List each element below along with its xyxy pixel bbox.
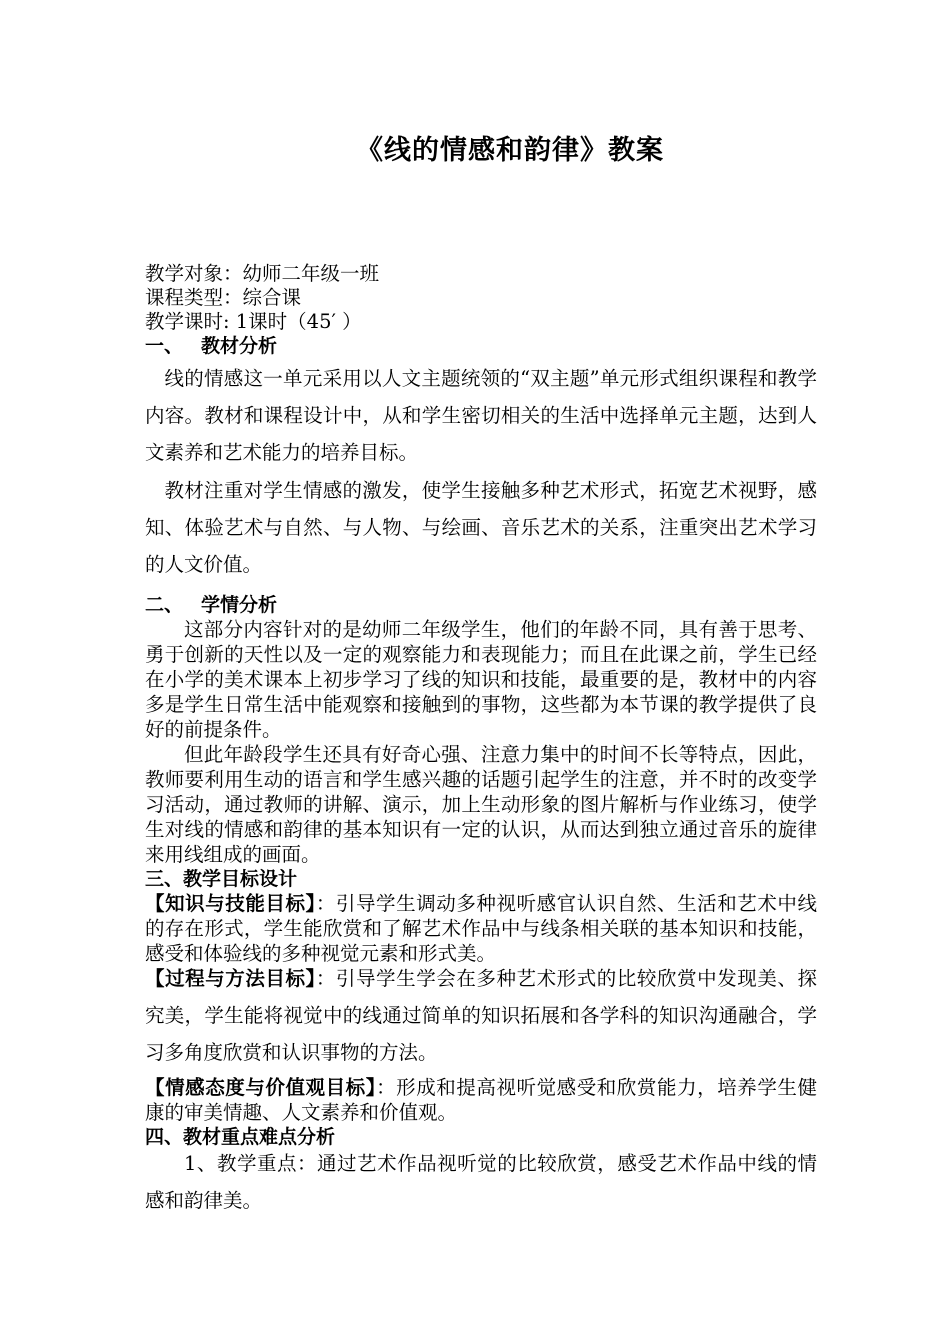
goal-process-text: ：引导学生学会在多种艺术形式的比较欣赏中发现美、探究美，学生能将视觉中的线通过简单的知识拓展和各学科的知识沟通融合，学习多角度欣赏和认识事物的方法。	[145, 967, 817, 1064]
section-heading-4: 四、教材重点难点分析	[145, 1126, 336, 1148]
meta-course-type: 课程类型：综合课	[145, 286, 302, 309]
paragraph-students-2: 但此年龄段学生还具有好奇心强、注意力集中的时间不长等特点，因此，教师要利用生动的语言和学生感兴趣的话题引起学生的注意，并不时的改变学习活动，通过教师的讲解、演示，加上生动形象的图片解析与作业练习，使学生对线的情感和韵律的基本知识有一定的认识，从而达到独立通过音乐的旋律来用线组成的画面。	[145, 743, 817, 866]
meta-hours: 教学课时: 1课时（45′ ）	[145, 310, 362, 333]
goal-process	[145, 960, 817, 1071]
section-title-1: 教材分析	[201, 335, 278, 357]
goal-knowledge-label: 【知识与技能目标】	[145, 892, 316, 915]
paragraph-material-2: 教材注重对学生情感的激发，使学生接触多种艺术形式，拓宽艺术视野，感知、体验艺术与自然、与人物、与绘画、音乐艺术的关系，注重突出艺术学习的人文价值。	[145, 479, 817, 576]
goal-knowledge-text: ：引导学生调动多种视听感官认识自然、生活和艺术中线的存在形式，学生能欣赏和了解艺术作品中与线条相关联的基本知识和技能，感受和体验线的多种视觉元素和形式美。	[145, 892, 817, 965]
section-heading-3: 三、教学目标设计	[145, 868, 298, 890]
section-heading-1	[145, 334, 817, 358]
section-number-2: 二、	[145, 594, 184, 616]
document-title: 《线的情感和韵律》教案	[356, 135, 664, 166]
goal-attitude-text: ：形成和提高视听觉感受和欣赏能力，培养学生健康的审美情趣、人文素养和价值观。	[145, 1076, 817, 1124]
paragraph-material-1: 线的情感这一单元采用以人文主题统领的“双主题”单元形式组织课程和教学内容。教材和课程设计中，从和学生密切相关的生活中选择单元主题，达到人文素养和艺术能力的培养目标。	[145, 367, 817, 464]
goal-attitude	[145, 1075, 817, 1125]
section-heading-2	[145, 593, 817, 617]
meta-audience: 教学对象：幼师二年级一班	[145, 262, 380, 285]
paragraph-students-1: 这部分内容针对的是幼师二年级学生，他们的年龄不同，具有善于思考、勇于创新的天性以及一定的观察能力和表现能力；而且在此课之前，学生已经在小学的美术课本上初步学习了线的知识和技能，最重要的是，教材中的内容多是学生日常生活中能观察和接触到的事物，这些都为本节课的教学提供了良好的前提条件。	[145, 618, 817, 741]
section-number-1: 一、	[145, 335, 184, 357]
paragraph-key-points: 1、教学重点：通过艺术作品视听觉的比较欣赏，感受艺术作品中线的情感和韵律美。	[145, 1152, 817, 1212]
section-title-2: 学情分析	[201, 594, 278, 616]
goal-knowledge	[145, 891, 817, 966]
document-body	[145, 262, 817, 1219]
goal-attitude-label: 【情感态度与价值观目标】	[145, 1076, 377, 1099]
goal-process-label: 【过程与方法目标】	[145, 967, 316, 990]
